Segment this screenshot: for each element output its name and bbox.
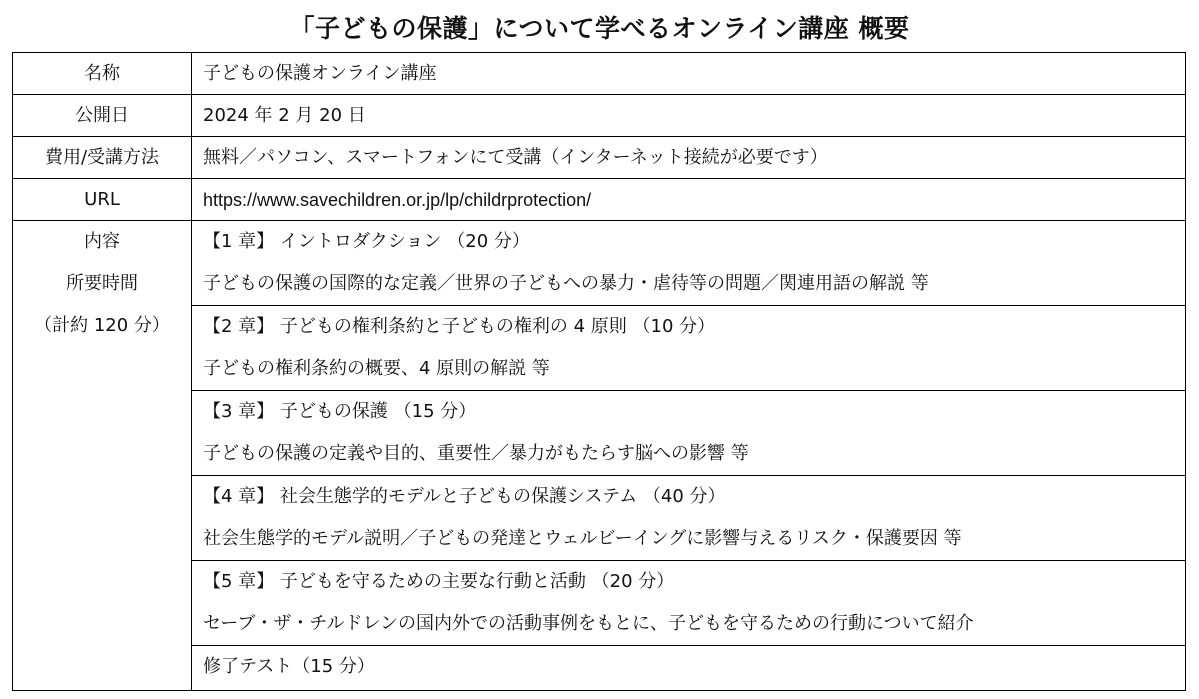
- chapter-3: [192, 390, 1185, 475]
- chapter-3-heading: 【3 章】 子どもの保護 （15 分）: [203, 401, 477, 422]
- table-row-url: [13, 179, 1186, 221]
- chapter-2-detail: 子どもの権利条約の概要、4 原則の解説 等: [203, 358, 550, 379]
- published-value: 2024 年 2 月 20 日: [192, 95, 1186, 137]
- url-value: https://www.savechildren.or.jp/lp/childrprotection/: [192, 179, 1186, 221]
- content-label-line3: （計約 120 分）: [34, 315, 170, 336]
- table-row-name: [13, 53, 1186, 95]
- course-summary-table: [12, 52, 1186, 691]
- chapter-1-heading: 【1 章】 イントロダクション （20 分）: [203, 231, 530, 252]
- chapter-4: [192, 475, 1185, 560]
- content-label: [13, 221, 192, 691]
- chapter-1-detail: 子どもの保護の国際的な定義／世界の子どもへの暴力・虐待等の問題／関連用語の解説 等: [203, 273, 929, 294]
- published-label: 公開日: [13, 95, 192, 137]
- chapter-list: [192, 221, 1186, 691]
- table-row-fee: [13, 137, 1186, 179]
- fee-label: 費用/受講方法: [13, 137, 192, 179]
- chapter-3-detail: 子どもの保護の定義や目的、重要性／暴力がもたらす脳への影響 等: [203, 443, 749, 464]
- table-row-published: [13, 95, 1186, 137]
- final-test: [192, 645, 1185, 690]
- chapter-5-detail: セーブ・ザ・チルドレンの国内外での活動事例をもとに、子どもを守るための行動について紹介: [203, 613, 974, 634]
- chapter-5: [192, 560, 1185, 645]
- chapter-2: [192, 305, 1185, 390]
- chapter-2-heading: 【2 章】 子どもの権利条約と子どもの権利の 4 原則 （10 分）: [203, 316, 716, 337]
- name-label: 名称: [13, 53, 192, 95]
- page-title: 「子どもの保護」について学べるオンライン講座 概要: [289, 14, 910, 43]
- content-label-line2: 所要時間: [66, 273, 138, 294]
- name-value: 子どもの保護オンライン講座: [192, 53, 1186, 95]
- table-row-content: [13, 221, 1186, 691]
- fee-value: 無料／パソコン、スマートフォンにて受講（インターネット接続が必要です）: [192, 137, 1186, 179]
- chapter-4-heading: 【4 章】 社会生態学的モデルと子どもの保護システム （40 分）: [203, 486, 726, 507]
- content-label-line1: 内容: [84, 231, 120, 252]
- url-label: URL: [13, 179, 192, 221]
- chapter-5-heading: 【5 章】 子どもを守るための主要な行動と活動 （20 分）: [203, 571, 675, 592]
- final-test-label: 修了テスト（15 分）: [203, 656, 375, 677]
- chapter-4-detail: 社会生態学的モデル説明／子どもの発達とウェルビーイングに影響与えるリスク・保護要因 等: [203, 528, 962, 549]
- chapter-1: [192, 221, 1185, 305]
